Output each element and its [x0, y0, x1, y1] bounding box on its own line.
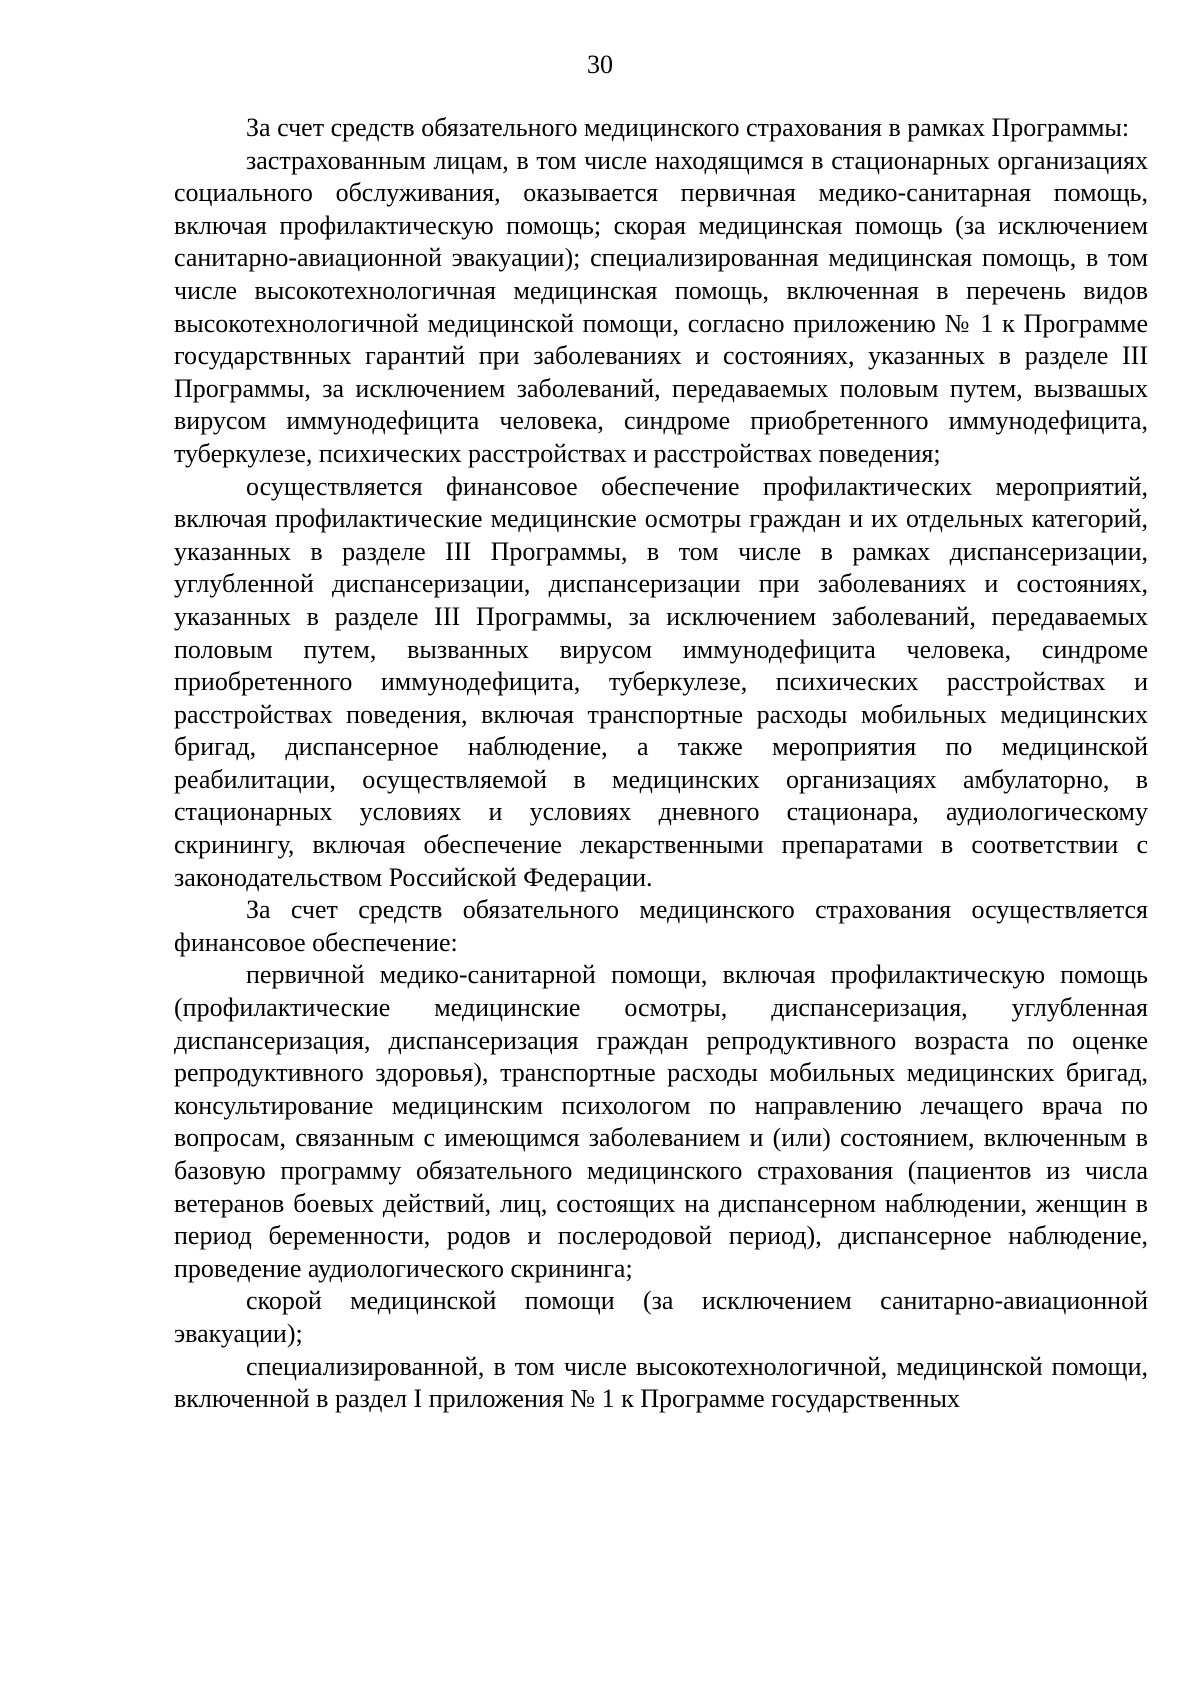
paragraph-preventive-measures: осуществляется финансовое обеспечение профилактических мероприятий, включая профилактические медицинские осмотры граждан и их отдельных категорий, указанных в разделе III Программы, в том числе в рамках диспансеризации, углубленной диспансеризации, диспансеризации при заболеваниях и состояниях, указанных в разделе III Программы, за исключением заболеваний, передаваемых половым путем, вызванных вирусом иммунодефицита человека, синдроме приобретенного иммунодефицита, туберкулезе, психических расстройствах и расстройствах поведения, включая транспортные расходы мобильных медицинских бригад, диспансерное наблюдение, а также мероприятия по медицинской реабилитации, осуществляемой в медицинских организациях амбулаторно, в стационарных условиях и условиях дневного стационара, аудиологическому скринингу, включая обеспечение лекарственными препаратами в соответствии с законодательством Российской Федерации. [174, 471, 1148, 892]
paragraph-emergency-care: скорой медицинской помощи (за исключением санитарно-авиационной эвакуации); [174, 1286, 1148, 1348]
page-number: 30 [587, 50, 613, 79]
body-text [174, 112, 1148, 1416]
paragraph-primary-care: первичной медико-санитарной помощи, включая профилактическую помощь (профилактические медицинские осмотры, диспансеризация, углубленная диспансеризация, диспансеризация граждан репродуктивного возраста по оценке репродуктивного здоровья), транспортные расходы мобильных медицинских бригад, консультирование медицинским психологом по направлению лечащего врача по вопросам, связанным с имеющимся заболеванием и (или) состоянием, включенным в базовую программу обязательного медицинского страхования (пациентов из числа ветеранов боевых действий, лиц, состоящих на диспансерном наблюдении, женщин в период беременности, родов и послеродовой период), диспансерное наблюдение, проведение аудиологического скрининга; [174, 960, 1148, 1283]
paragraph-funding-provided: За счет средств обязательного медицинского страхования осуществляется финансовое обеспечение: [174, 895, 1148, 957]
paragraph-specialized-care: специализированной, в том числе высокотехнологичной, медицинской помощи, включенной в раздел I приложения № 1 к Программе государственных [174, 1351, 1148, 1414]
paragraph-funding-intro: За счет средств обязательного медицинского страхования в рамках Программы: [246, 113, 1130, 142]
paragraph-insured-persons: застрахованным лицам, в том числе находящимся в стационарных организациях социального обслуживания, оказывается первичная медико-санитарная помощь, включая профилактическую помощь; скорая медицинская помощь (за исключением санитарно-авиационной эвакуации); специализированная медицинская помощь, в том числе высокотехнологичная медицинская помощь, включенная в перечень видов высокотехнологичной медицинской помощи, согласно приложению № 1 к Программе государствнных гарантий при заболеваниях и состояниях, указанных в разделе III Программы, за исключением заболеваний, передаваемых половым путем, вызвашых вирусом иммунодефицита человека, синдроме приобретенного иммунодефицита, туберкулезе, психических расстройствах и расстройствах поведения; [174, 145, 1148, 468]
